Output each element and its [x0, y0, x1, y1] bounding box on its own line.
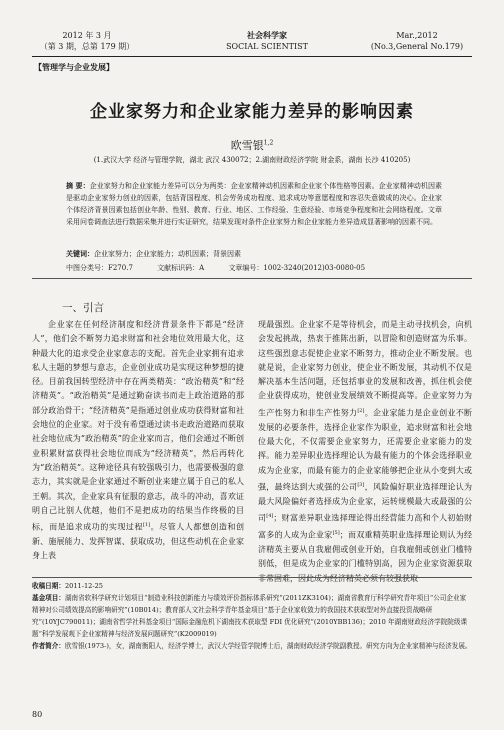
- footnote-rule: [32, 577, 472, 578]
- left-text-2: 。尽管人人都想创造和创新、施展能力、发挥智谋、获取成功，但这些动机在企业家身上表: [32, 522, 245, 561]
- left-paragraph: [32, 318, 244, 564]
- right-text-4: ；财富差异职业选择理论得出经营能力高和个人初始财富多的人成为企业家: [258, 513, 473, 540]
- header-issue-en-number: (No.3,General No.179): [370, 42, 464, 51]
- citation-marker: [3]: [357, 481, 365, 488]
- citation-marker: [4]: [266, 513, 274, 520]
- citation-marker: [5]: [332, 530, 340, 537]
- section-tag: 【管理学与企业发展】: [34, 62, 114, 72]
- fund-value: 湖南省软科学研究计划项目“制造业科技创新能力与绩效评价指标体系研究”(2011ZK3104)；湖南省教育厅科学研究青年项目“公司企业家精神对公司绩效提高的影响研究”(10B014)；教育部人文社会科学青年基金项目“基于企业家收敛力的我国技术获取型对外直接投资战略研究”(10YJC790011)；湖南省哲学社科基金项目“国际金融危机下湖南技术获取型 FDI 优化研究”(2010YBB136)；2010 年湖南财政经济学院院级课题“科学发展观下企业家精神与经济发展问题研究”(K2009019): [32, 594, 468, 638]
- page-number: 80: [32, 710, 43, 719]
- abstract-rule: [32, 278, 472, 279]
- header-issue-cn: [32, 30, 142, 52]
- header-journal: [207, 30, 327, 52]
- affiliation: (1.武汉大学 经济与管理学院，湖北 武汉 430072；2.湖南财政经济学院 财金系，湖南 长沙 410205): [93, 156, 411, 164]
- right-paragraph: [258, 318, 472, 586]
- keywords: [66, 248, 442, 260]
- abstract-label: 摘 要：: [66, 181, 90, 190]
- left-text-1: 企业家在任何经济制度和经济背景条件下都是“经济人”，他们会不断努力追求财富和社会地位效用最大化，这种最大化的追求受企业家意志的支配。首先企业家拥有追求私人主题的梦想与意志，企业创业成功是实现这种梦想的捷径。目前我国转型经济中存在两类精英：“政治精英”和“经济精英”。“政治精英”是通过勤奋读书而走上政治道路的那部分政治骨干；“经济精英”是指通过创业成功获得财富和社会地位的企业家。对于没有希望通过读书走政治道路而获取社会地位成为“政治精英”的企业家而言，他们会通过不断创业积累财富获得社会地位而成为“经济精英”，然后再转化为“政治精英”。这种途径具有较强吸引力，也需要极强的意志力，其实就是企业家通过不断创业来建立属于自己的私人王朝。其次，企业家具有征服的意志，战斗的冲动，喜欢证明自己比别人优越，他们不是把成功的结果当作终极的目标，而是追求成功的实现过程: [32, 320, 244, 532]
- author-name: 欧雪银: [230, 139, 264, 152]
- right-column: [258, 318, 472, 586]
- header-date: 2012 年 3 月: [62, 31, 112, 40]
- header-date-en: Mar.,2012: [396, 31, 438, 40]
- header-issue-en: [362, 30, 472, 52]
- abstract: [66, 180, 442, 228]
- abstract-text: 企业家努力和企业家能力差异可以分为两类：企业家精神动机因素和企业家个体性格等因素。企业家精神动机因素是驱动企业家努力创业的因素，包括背国程度、机会劳务成功程度、追求成功等意愿程度和容忍失意做成的决心。企业家个体经济背景因素包括创业年龄、性别、教育、行业、地区、工作经验、生意经验、市场竞争程度和社会网络程度。文章采用问卷调查法进行数据采集并进行实证研究，结果发现对条件企业家努力和企业家能力差异造成显著影响的因素不同。: [66, 182, 443, 226]
- article-number: 文章编号：1002-3240(2012)03-0080-05: [228, 264, 366, 272]
- received-label: 收稿日期：: [32, 582, 65, 590]
- citation-marker: [1]: [143, 522, 151, 529]
- fund-label: 基金项目：: [32, 594, 65, 602]
- left-column: [32, 318, 244, 564]
- right-text-1: 现最强烈。企业家不是等待机会，而是主动寻找机会，向机会发起挑战，热衷于推陈出新，以冒险和创造财富为乐事。这些强烈意志促使企业家不断努力，推动企业不断发展。也就是说，企业家努力创业，使企业不断发展，其动机不仅是解决基本生活问题，还包括事业的发展和改善，抓住机会使企业获得成功，使创业发展绩效不断提高等。企业家努力为生产性努力和非生产性努力: [258, 320, 472, 418]
- author-bio: [32, 640, 472, 652]
- document-code: 文献标识码：A: [157, 264, 205, 272]
- author-line: [0, 137, 504, 153]
- author-bio-value: 欧雪银(1973-)，女，湖南衡阳人，经济学博士，武汉大学经管学院博士后，湖南财政经济学院副教授。研究方向为企业家精神与经济发展。: [64, 642, 472, 650]
- article-title: 企业家努力和企业家能力差异的影响因素: [90, 102, 414, 122]
- section-heading: 一、引言: [62, 302, 104, 314]
- right-text-3: ，风险偏好职业选择理论认为最大风险偏好者选择成为企业家，运转规模最大或最强的公司: [258, 482, 473, 523]
- right-text-5: ；而双重精英职业选择理论则认为经济精英主要从自我雇佣或创业开始，自我雇佣或创业门槛特别低，但是成为企业家的门槛特别高，因为企业家资源获取非常困难，因此成为经济精英必须有较强获取: [258, 530, 473, 583]
- classification-line: [66, 262, 442, 274]
- header-issue: （第 3 期，总第 179 期）: [39, 42, 135, 51]
- received-date: [32, 580, 472, 592]
- footnote: [32, 580, 472, 652]
- right-text-2: 。企业家能力是企业创业不断发展的必要条件，选择企业家作为职业，追求财富和社会地位最大化，不仅需要企业家努力，还需要企业家能力的发挥。能力差异职业选择理论认为最有能力的个体会选择职业成为企业家，而最有能力的企业家能够把企业从小变到大或强，最终达到大或强的公司: [258, 408, 473, 492]
- clc-number: 中图分类号：F270.7: [66, 264, 133, 272]
- fund-info: [32, 592, 472, 640]
- journal-name-en: SOCIAL SCIENTIST: [226, 42, 308, 51]
- author-bio-label: 作者简介：: [32, 642, 65, 650]
- keywords-text: 企业家努力；企业家能力；动机因素；背景因素: [94, 250, 241, 258]
- citation-marker: [2]: [357, 407, 365, 414]
- author-affil-marker: 1,2: [263, 139, 274, 147]
- header-rule: [32, 56, 472, 57]
- keywords-label: 关键词：: [66, 249, 94, 258]
- received-value: 2011-12-25: [64, 582, 103, 590]
- journal-name-cn: 社会科学家: [247, 30, 287, 40]
